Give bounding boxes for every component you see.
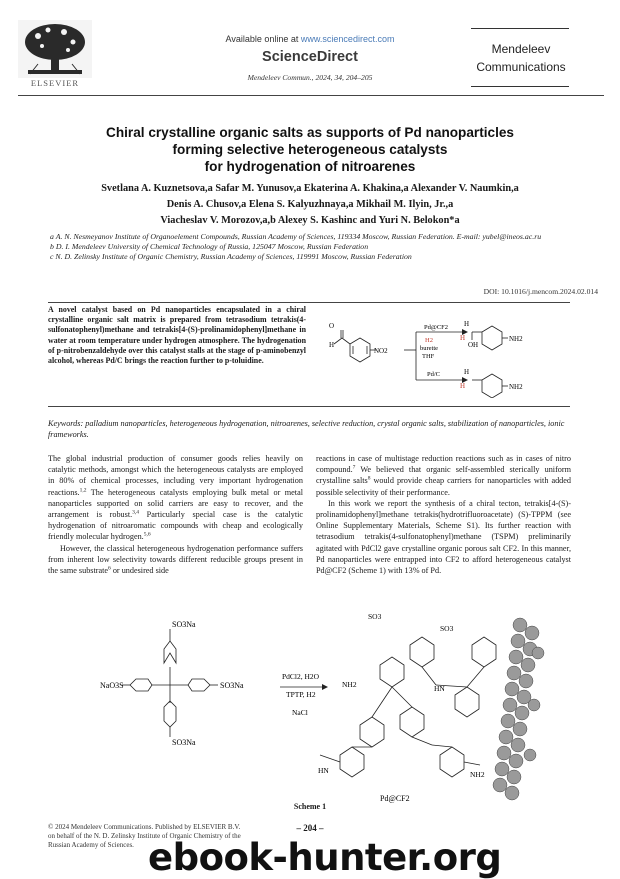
- journal-rule-bottom: [471, 86, 569, 87]
- pd-nanoparticle-cluster: [493, 618, 544, 800]
- publisher-name: ELSEVIER: [30, 78, 80, 88]
- affiliations: [50, 232, 570, 262]
- affiliation-b: b D. I. Mendeleev University of Chemical Technology of Russia, 125047 Moscow, Russian Federation: [50, 242, 369, 251]
- citation-ref[interactable]: 7: [352, 464, 356, 471]
- title-line-1: Chiral crystalline organic salts as supports of Pd nanoparticles: [106, 125, 514, 140]
- text-run: or undesired side: [110, 566, 169, 576]
- copyright-line-2: on behalf of the N. D. Zelinsky Institute of Organic Chemistry of the: [48, 832, 241, 840]
- author-list: [40, 181, 580, 229]
- abstract-rule-top: [48, 302, 570, 303]
- text-run: Particularly special case is the catalytic hydrogenation of nitroaromatic compounds with cheap and ecologically friendly molecular hydrogen.: [48, 510, 303, 542]
- catalyst-pd-c: Pd/C: [427, 371, 441, 378]
- so3na-right: SO3Na: [220, 681, 244, 690]
- so3-label-2: SO3: [440, 624, 454, 633]
- label-nh2-bottom: NH2: [509, 383, 523, 391]
- catalyst-pd-cf2: Pd@CF2: [424, 324, 449, 331]
- doi-link[interactable]: DOI: 10.1016/j.mencom.2024.02.014: [483, 287, 598, 296]
- keywords-label: Keywords: [48, 419, 81, 428]
- citation-line: Mendeleev Commun., 2024, 34, 204–205: [247, 73, 373, 82]
- product-label-pd-cf2: Pd@CF2: [380, 794, 410, 803]
- affiliation-c: c N. D. Zelinsky Institute of Organic Chemistry, Russian Academy of Sciences, 119991 Moscow, Russian Federation: [50, 252, 412, 261]
- byproduct-nacl: NaCl: [292, 708, 308, 717]
- authors-line-1: Svetlana A. Kuznetsova,a Safar M. Yunusov,a Ekaterina A. Khakina,a Alexander V. Naumkin,a: [101, 183, 519, 194]
- article-title: [40, 124, 580, 175]
- nh2-label-1: NH2: [342, 680, 357, 689]
- authors-line-3: Viacheslav V. Morozov,a,b Alexey S. Kashinc and Yuri N. Belokon*a: [160, 215, 460, 226]
- graphical-abstract-scheme: [312, 316, 582, 398]
- label-o: O: [329, 322, 335, 330]
- available-prefix: Available online at: [225, 34, 301, 44]
- reagent-h2: H2: [425, 337, 433, 344]
- paragraph: [316, 453, 571, 498]
- paragraph: [48, 543, 303, 577]
- journal-name: [471, 40, 571, 76]
- keywords: [48, 418, 570, 440]
- naso3-left: NaO3S: [100, 681, 124, 690]
- title-line-2: forming selective heterogeneous catalysts: [172, 142, 448, 157]
- text-run: The heterogeneous catalysts employing bulk metal or metal nanoparticles supported on solid carriers are easy to recover, and the arrangement is robust.: [48, 487, 303, 520]
- sciencedirect-logo: ScienceDirect: [262, 49, 358, 65]
- citation-ref[interactable]: 1,2: [79, 486, 87, 493]
- journal-rule-top: [471, 28, 569, 29]
- body-column-left: [48, 453, 303, 576]
- abstract-text: A novel catalyst based on Pd nanoparticles encapsulated in a chiral crystalline organic salt matrix is prepared from tetrasodium tetrakis(4-sulfonatophenyl)methane and tetrakis[4-(S)-prolinamidophenyl]methane in water at room temperature under hydrogen atmosphere. The hydrogenation of p-nitrobenzaldehyde over this catalyst stalls at the stage of p-aminobenzyl alcohol, whereas Pd/C brings the reaction further to p-toluidine.: [48, 305, 306, 366]
- paragraph: In this work we report the synthesis of a chiral tecton, tetrakis[4-(S)-prolinamidophenyl]methane tetrakis(hydrotrifluoroacetate) (S)-TPPM (see Online Supplementary Materials, Scheme S1). Its further reaction with tetrasodium tetrakis(4-sulfonatophenyl)methane (TSPM) preliminarily agitated with PdCl2 gave crystalline organic porous salt CF2. In this manner, Pd nanoparticles were entrapped into CF2 to afford heterogeneous catalyst Pd@CF2 (Scheme 1) with 13% of Pd.: [316, 498, 571, 576]
- journal-name-line1: Mendeleev: [491, 42, 551, 56]
- keywords-text: : palladium nanoparticles, heterogeneous hydrogenation, nitroarenes, selective reduction, crystal organic salts, stabilization of nanoparticles, ionic frameworks.: [48, 419, 565, 439]
- scheme-1-caption: Scheme 1: [293, 802, 327, 811]
- text-run: However, the classical heterogeneous hydrogenation performance suffers from inherent low selectivity towards different reducible groups present in the same substrate: [48, 543, 303, 576]
- header-divider: [18, 95, 604, 96]
- text-run: reactions in case of multistage reduction reactions such as in cases of nitro compound.: [316, 454, 571, 475]
- citation-ref[interactable]: 8: [367, 475, 371, 482]
- label-h-aldehyde: H: [329, 341, 335, 349]
- body-column-right: [316, 453, 571, 576]
- text-run: would provide cheap carriers for nanoparticles with added possible selectivity of their performance.: [316, 476, 571, 497]
- label-nh2-top: NH2: [509, 335, 523, 343]
- scheme-1-figure: [60, 605, 570, 805]
- nh2-label-2: NH2: [470, 770, 485, 779]
- page-number: – 204 –: [296, 823, 324, 833]
- label-h-bottom: H: [464, 368, 470, 376]
- journal-name-line2: Communications: [476, 60, 566, 74]
- citation-ref[interactable]: 5,6: [143, 531, 151, 538]
- reagent-burette: burette: [420, 345, 439, 352]
- reagent-tptp-h2: TPTP, H2: [286, 690, 316, 699]
- label-h-red-bottom: H: [460, 382, 466, 390]
- label-oh: OH: [468, 341, 479, 349]
- reagent-thf: THF: [422, 353, 435, 360]
- title-line-3: for hydrogenation of nitroarenes: [204, 159, 416, 174]
- copyright-line-1: © 2024 Mendeleev Communications. Published by ELSEVIER B.V.: [48, 823, 241, 831]
- elsevier-tree-logo: [18, 20, 92, 86]
- affiliation-a: a A. N. Nesmeyanov Institute of Organoelement Compounds, Russian Academy of Sciences, 119334 Moscow, Russian Federation. E-mail: yubel@ineos.ac.ru: [50, 232, 542, 241]
- paragraph: [48, 453, 303, 543]
- abstract-rule-bottom: [48, 406, 570, 407]
- text-run: The global industrial production of consumer goods relies heavily on catalytic methods, amongst which the heterogeneous catalysts are employed in 80% of chemical processes, including very important hydrogenation reactions.: [48, 454, 303, 497]
- so3na-top: SO3Na: [172, 620, 196, 629]
- hn-label-2: HN: [318, 766, 329, 775]
- text-run: We believed that organic self-assembled sterically uniform crystalline salts: [316, 465, 571, 486]
- copyright-line-3: Russian Academy of Sciences.: [48, 841, 134, 849]
- hn-label-1: HN: [434, 684, 445, 693]
- so3-label-1: SO3: [368, 612, 382, 621]
- reagent-pdcl2-h2o: PdCl2, H2O: [282, 672, 320, 681]
- so3na-bottom: SO3Na: [172, 738, 196, 747]
- citation-ref[interactable]: 3,4: [132, 509, 140, 516]
- watermark-text: ebook-hunter.org: [148, 836, 502, 879]
- citation-ref[interactable]: 6: [108, 565, 111, 572]
- label-h-red-top: H: [460, 334, 466, 342]
- label-h-top: H: [464, 320, 470, 328]
- sciencedirect-url[interactable]: www.sciencedirect.com: [300, 34, 395, 44]
- label-no2: NO2: [374, 347, 388, 355]
- authors-line-2: Denis A. Chusov,a Elena S. Kalyuzhnaya,a Mikhail M. Ilyin, Jr.,a: [166, 199, 454, 210]
- available-online-line: [160, 34, 460, 44]
